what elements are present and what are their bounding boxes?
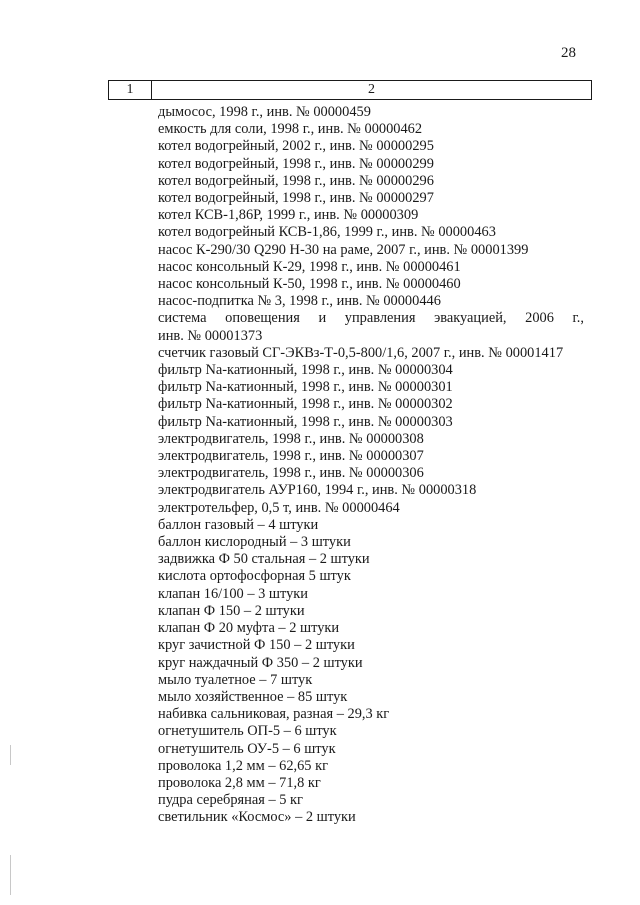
list-item: фильтр Na-катионный, 1998 г., инв. № 00000302	[158, 396, 453, 413]
list-item: кислота ортофосфорная 5 штук	[158, 568, 351, 585]
list-item-continuation: инв. № 00001373	[158, 327, 263, 344]
scan-artifact	[10, 855, 11, 895]
table-header	[108, 80, 592, 100]
list-item: баллон кислородный – 3 штуки	[158, 534, 351, 551]
list-item: фильтр Na-катионный, 1998 г., инв. № 00000304	[158, 362, 453, 379]
column-header-2: 2	[152, 81, 592, 100]
list-item: огнетушитель ОУ-5 – 6 штук	[158, 740, 336, 757]
list-item: круг наждачный Ф 350 – 2 штуки	[158, 654, 363, 671]
scan-artifact	[10, 745, 11, 765]
list-item: электротельфер, 0,5 т, инв. № 00000464	[158, 499, 400, 516]
list-item: система оповещения и управления эвакуацией, 2006 г.,	[158, 310, 584, 327]
list-item: насос-подпитка № 3, 1998 г., инв. № 00000446	[158, 293, 441, 310]
list-item: насос К-290/30 Q290 Н-30 на раме, 2007 г., инв. № 00001399	[158, 241, 529, 258]
list-item: мыло туалетное – 7 штук	[158, 671, 313, 688]
list-item: фильтр Na-катионный, 1998 г., инв. № 00000301	[158, 379, 453, 396]
list-item: дымосос, 1998 г., инв. № 00000459	[158, 104, 371, 120]
list-item: набивка сальниковая, разная – 29,3 кг	[158, 706, 390, 723]
list-item: электродвигатель, 1998 г., инв. № 00000308	[158, 430, 424, 447]
list-item: мыло хозяйственное – 85 штук	[158, 688, 348, 705]
list-item: насос консольный К-29, 1998 г., инв. № 00000461	[158, 258, 461, 275]
list-item: пудра серебряная – 5 кг	[158, 792, 303, 809]
list-item: проволока 1,2 мм – 62,65 кг	[158, 757, 328, 774]
list-item: котел водогрейный, 1998 г., инв. № 00000296	[158, 172, 434, 189]
list-item: баллон газовый – 4 штуки	[158, 516, 319, 533]
list-item: электродвигатель АУР160, 1994 г., инв. № 00000318	[158, 482, 477, 499]
list-item: емкость для соли, 1998 г., инв. № 00000462	[158, 121, 423, 138]
list-item: счетчик газовый СГ-ЭКВз-Т-0,5-800/1,6, 2007 г., инв. № 00001417	[158, 344, 564, 361]
list-item: фильтр Na-катионный, 1998 г., инв. № 00000303	[158, 413, 453, 430]
list-item: электродвигатель, 1998 г., инв. № 00000306	[158, 465, 424, 482]
list-item: электродвигатель, 1998 г., инв. № 00000307	[158, 448, 424, 465]
list-item: клапан Ф 150 – 2 штуки	[158, 602, 305, 619]
column-header-1: 1	[109, 81, 152, 100]
list-item: светильник «Космос» – 2 штуки	[158, 809, 356, 826]
page-number: 28	[561, 45, 576, 61]
list-item: котел водогрейный КСВ-1,86, 1999 г., инв. № 00000463	[158, 224, 496, 241]
list-item: огнетушитель ОП-5 – 6 штук	[158, 723, 337, 740]
list-item: проволока 2,8 мм – 71,8 кг	[158, 774, 321, 791]
list-item: круг зачистной Ф 150 – 2 штуки	[158, 637, 355, 654]
list-item: котел водогрейный, 1998 г., инв. № 00000299	[158, 155, 434, 172]
list-item: котел водогрейный, 2002 г., инв. № 00000295	[158, 138, 434, 155]
inventory-list	[158, 104, 584, 827]
list-item: котел КСВ-1,86Р, 1999 г., инв. № 00000309	[158, 207, 419, 224]
list-item: задвижка Ф 50 стальная – 2 штуки	[158, 551, 370, 568]
list-item: насос консольный К-50, 1998 г., инв. № 00000460	[158, 276, 461, 293]
list-item: котел водогрейный, 1998 г., инв. № 00000297	[158, 190, 434, 207]
list-item: клапан Ф 20 муфта – 2 штуки	[158, 620, 340, 637]
list-item: клапан 16/100 – 3 штуки	[158, 585, 308, 602]
